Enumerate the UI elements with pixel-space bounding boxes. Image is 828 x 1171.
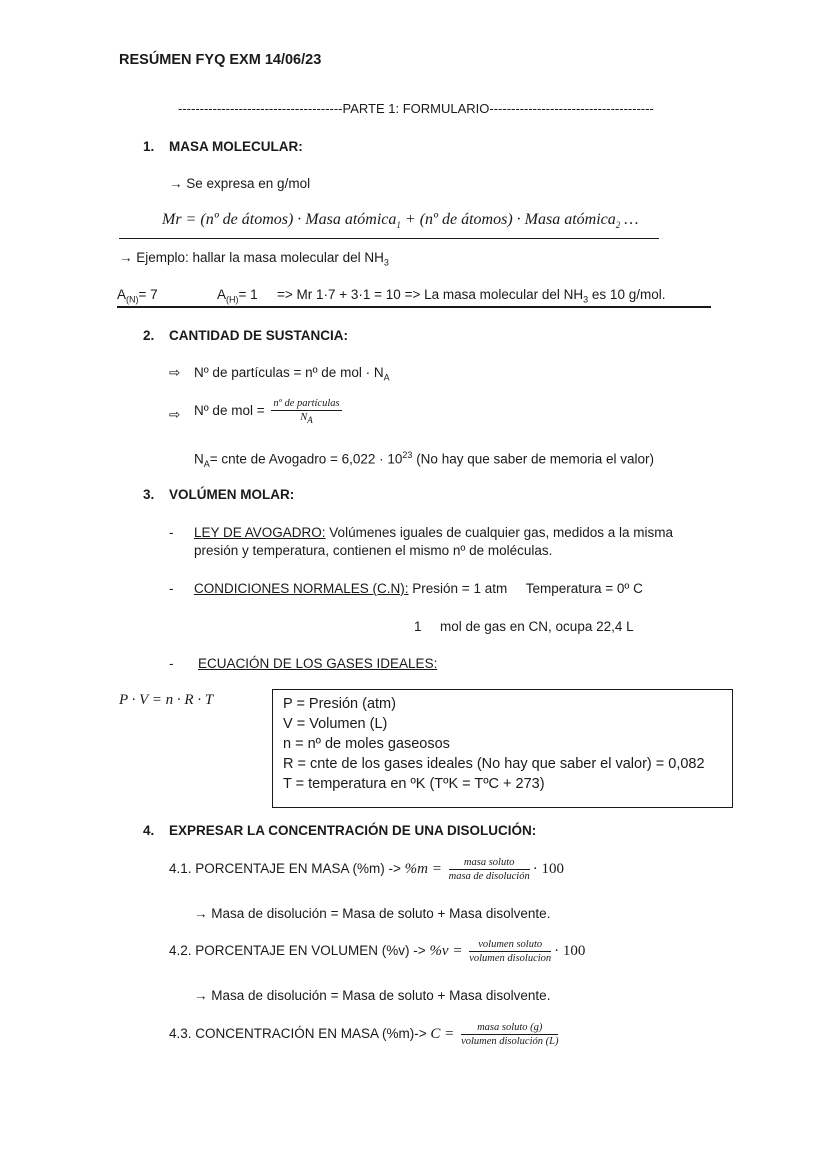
legend-line: P = Presión (atm) bbox=[283, 696, 396, 712]
legend-line: T = temperatura en ºK (TºK = TºC + 273) bbox=[283, 776, 545, 792]
arrow-icon: ⇨ bbox=[169, 365, 181, 380]
mass-percent-note: → Masa de disolución = Masa de soluto + Masa disolvente. bbox=[194, 906, 551, 921]
normal-conditions: CONDICIONES NORMALES (C.N): Presión = 1 atm Temperatura = 0º C bbox=[194, 581, 643, 596]
section-1-heading: MASA MOLECULAR: bbox=[169, 139, 303, 154]
particles-formula: Nº de partículas = nº de mol · $N_A$ bbox=[194, 365, 390, 383]
moles-formula: Nº de mol = $\frac{\text{nº de partículas}}{N_A}$ bbox=[194, 398, 340, 426]
arrow-icon: ⇨ bbox=[169, 407, 181, 422]
volume-percent-note: → Masa de disolución = Masa de soluto + Masa disolvente. bbox=[194, 988, 551, 1003]
example-calculation: => Mr 1·7 + 3·1 = 10 => La masa molecular del $NH_3$ es 10 g/mol. bbox=[277, 287, 666, 305]
molar-volume-text: mol de gas en CN, ocupa 22,4 L bbox=[440, 619, 634, 634]
legend-line: n = nº de moles gaseosos bbox=[283, 736, 450, 752]
section-2-number: 2. bbox=[143, 328, 155, 343]
atomic-mass-h: $A_{(H)}= 1$ bbox=[217, 287, 258, 305]
section-3-number: 3. bbox=[143, 487, 155, 502]
legend-line: R = cnte de los gases ideales (No hay que saber el valor) = 0,082 bbox=[283, 756, 705, 772]
section-1-number: 1. bbox=[143, 139, 155, 154]
bullet-dash: - bbox=[169, 656, 174, 671]
page-title: RESÚMEN FYQ EXM 14/06/23 bbox=[119, 52, 322, 68]
mass-percent-formula: 4.1. PORCENTAJE EN MASA (%m) -> %m = $\frac{\text{masa soluto}}{\text{masa de disolución}}$ · 100 bbox=[169, 857, 564, 882]
ideal-gas-legend-box bbox=[272, 689, 733, 808]
legend-line: V = Volumen (L) bbox=[283, 716, 388, 732]
section-2-heading: CANTIDAD DE SUSTANCIA: bbox=[169, 328, 348, 343]
section-3-heading: VOLÚMEN MOLAR: bbox=[169, 487, 295, 502]
avogadro-law: LEY DE AVOGADRO: Volúmenes iguales de cualquier gas, medidos a la misma bbox=[194, 525, 673, 540]
section-4-heading: EXPRESAR LA CONCENTRACIÓN DE UNA DISOLUCIÓN: bbox=[169, 823, 537, 838]
section-4-number: 4. bbox=[143, 823, 155, 838]
section-1-note: → Se expresa en g/mol bbox=[169, 176, 311, 191]
bullet-dash: - bbox=[169, 525, 174, 540]
part-heading: --------------------------------------PARTE 1: FORMULARIO-------------------------------------- bbox=[178, 101, 654, 116]
molar-volume-number: 1 bbox=[414, 619, 422, 634]
atomic-mass-n: $A_{(N)}= 7$ bbox=[117, 287, 158, 305]
ideal-gas-heading: ECUACIÓN DE LOS GASES IDEALES: bbox=[198, 656, 438, 671]
example-text: → Ejemplo: hallar la masa molecular del $NH_3$ bbox=[119, 250, 389, 268]
ideal-gas-equation: P · V = n · R · T bbox=[119, 692, 214, 708]
bullet-dash: - bbox=[169, 581, 174, 596]
avogadro-law-cont: presión y temperatura, contienen el mismo nº de moléculas. bbox=[194, 543, 553, 558]
molecular-mass-formula: Mr = (nº de átomos) · Masa atómica$_1$ + (nº de átomos) · Masa atómica$_2$ … bbox=[162, 211, 639, 231]
avogadro-constant: $N_A=$ cnte de Avogadro = $6,022 \cdot 10^{23}$ (No hay que saber de memoria el valor) bbox=[194, 450, 655, 470]
volume-percent-formula: 4.2. PORCENTAJE EN VOLUMEN (%v) -> %v = $\frac{\text{volumen soluto}}{\text{volumen disolucion}}$ · 100 bbox=[169, 939, 586, 964]
mass-concentration-formula: 4.3. CONCENTRACIÓN EN MASA (%m)-> C = $\frac{\text{masa soluto (g)}}{\text{volumen disolución (L)}}$ bbox=[169, 1022, 559, 1047]
divider-line bbox=[117, 306, 711, 308]
divider-line bbox=[119, 238, 659, 239]
